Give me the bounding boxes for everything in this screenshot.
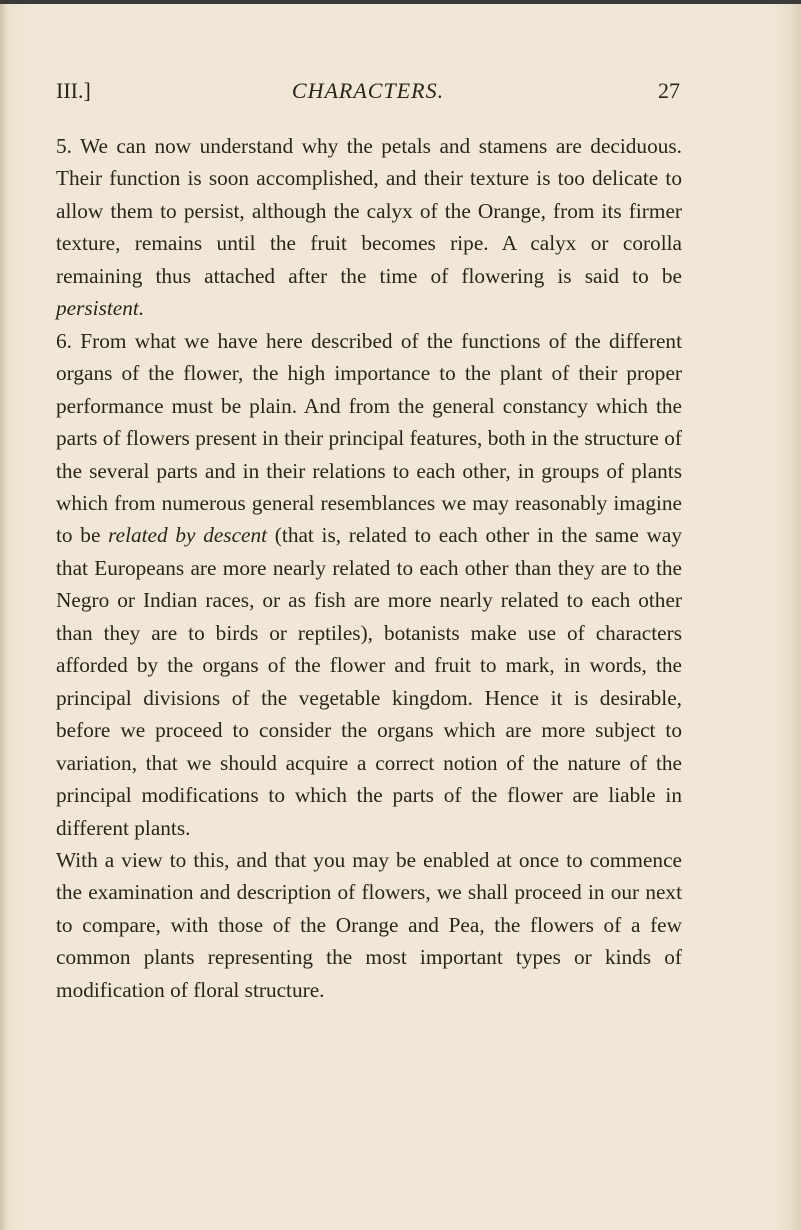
italic-term: persistent.: [56, 296, 145, 321]
paragraph-text: With a view to this, and that you may be enabled at once to commence the examination and description of flowers, we shall proceed in our next to compare, with those of the Orange and Pea, the flowers of a few common plants representing the most important types or kinds of modification of floral structure.: [56, 847, 682, 1002]
paragraph-text: (that is, related to each other in the same way that Europeans are more nearly related to each other than they are to the Negro or Indian races, or as fish are more nearly related to each other than they are to birds or reptiles), botanists make use of characters afforded by the organs of the flower and fruit to mark, in words, the principal divisions of the vegetable kingdom. Hence it is desirable, before we proceed to consider the organs which are more subject to variation, that we should acquire a correct notion of the nature of the principal modifications to which the parts of the flower are liable in different plants.: [56, 523, 682, 840]
chapter-number: III.]: [56, 78, 91, 103]
paragraph-5: [56, 130, 682, 325]
page-number: 27: [658, 78, 680, 103]
running-title: CHARACTERS.: [291, 78, 445, 103]
running-header: [56, 78, 680, 108]
paragraph-text: 6. From what we have here described of the functions of the different organs of the flower, the high importance to the plant of their proper performance must be plain. And from the general constancy which the parts of flowers present in their principal features, both in the structure of the several parts and in their relations to each other, in groups of plants which from numerous general resemblances we may reasonably imagine to be: [56, 328, 682, 548]
page-spine-shadow: [0, 0, 6, 1230]
paragraph-text: 5. We can now understand why the petals and stamens are deciduous. Their function is soon accomplished, and their texture is too delicate to allow them to persist, although the calyx of the Orange, from its firmer texture, remains until the fruit becomes ripe. A calyx or corolla remaining thus attached after the time of flowering is said to be: [56, 134, 682, 288]
body-text: [56, 130, 682, 1006]
paragraph-7: [56, 844, 682, 1006]
paragraph-6: [56, 325, 682, 844]
top-edge-bar: [0, 0, 801, 4]
italic-term: related by descent: [108, 523, 268, 548]
